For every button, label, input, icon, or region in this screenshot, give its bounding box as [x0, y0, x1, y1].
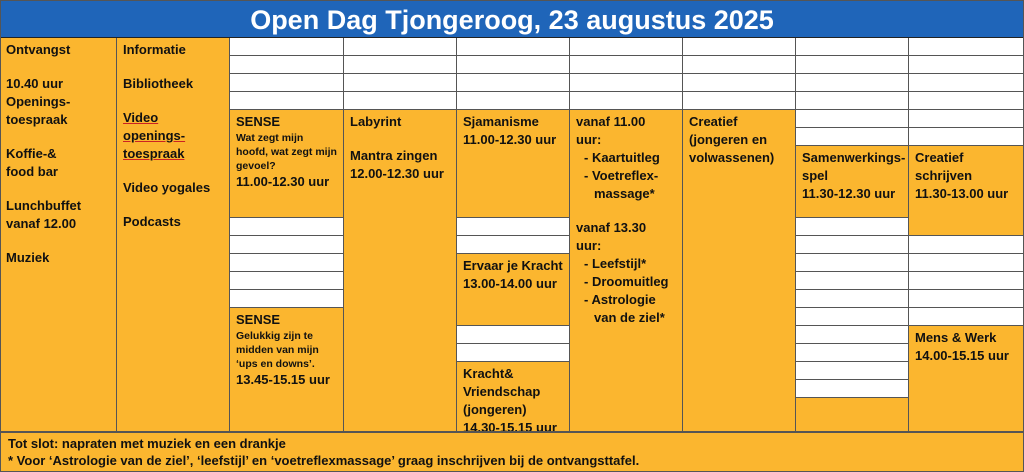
empty-slot [230, 290, 344, 308]
kracht-title-1: Kracht& [463, 366, 514, 381]
empty-slot [230, 254, 344, 272]
empty-slot [796, 308, 909, 326]
mantra-label: Mantra zingen [350, 148, 438, 163]
ervaar-title: Ervaar je Kracht [463, 258, 563, 273]
video-yogales-label: Video yogales [123, 180, 211, 195]
empty-slot [796, 290, 909, 308]
astrologie-item-2: van de ziel* [594, 310, 665, 325]
labyrint-session [344, 110, 457, 432]
empty-slot [344, 38, 457, 56]
samenwerking-title-1: Samenwerkings- [802, 150, 906, 165]
vanaf-1330-heading-1: vanaf 13.30 [576, 220, 647, 235]
sense-session-2 [230, 308, 344, 432]
samenwerking-title-2: spel [802, 168, 829, 183]
ontvangst-label: Ontvangst [6, 42, 71, 57]
empty-slot [796, 92, 909, 110]
empty-slot [457, 326, 570, 344]
empty-slot [909, 290, 1024, 308]
sense-2-desc-2: midden van mijn [236, 344, 319, 356]
empty-slot [683, 74, 796, 92]
kaartuitleg-item: - Kaartuitleg [584, 150, 660, 165]
empty-slot [457, 236, 570, 254]
samenwerkingsspel-session [796, 146, 909, 218]
empty-slot [796, 272, 909, 290]
kracht-vriendschap-session [457, 362, 570, 432]
sense-1-title: SENSE [236, 114, 281, 129]
empty-slot [909, 272, 1024, 290]
ontvangst-cell [0, 38, 117, 432]
empty-slot [570, 92, 683, 110]
sense-session-1 [230, 110, 344, 218]
empty-slot [457, 56, 570, 74]
empty-slot [796, 128, 909, 146]
informatie-label: Informatie [123, 42, 186, 57]
empty-slot [457, 218, 570, 236]
mantra-time: 12.00-12.30 uur [350, 166, 444, 181]
empty-slot [230, 92, 344, 110]
lunch-label-2: vanaf 12.00 [6, 216, 77, 231]
empty-slot [796, 38, 909, 56]
mens-time: 14.00-15.15 uur [915, 348, 1009, 363]
empty-slot [683, 38, 796, 56]
sense-1-desc-3: gevoel? [236, 160, 276, 172]
bibliotheek-label: Bibliotheek [123, 76, 194, 91]
footer-line-2: * Voor ‘Astrologie van de ziel’, ‘leefstijl’ en ‘voetreflexmassage’ graag inschrijven bij de ontvangsttafel. [8, 453, 640, 468]
opening-label-2: toespraak [6, 112, 68, 127]
schrijven-title-1: Creatief [915, 150, 964, 165]
lunch-label-1: Lunchbuffet [6, 198, 82, 213]
filler-slot [796, 398, 909, 432]
opening-label-1: Openings- [6, 94, 71, 109]
sense-2-desc-1: Gelukkig zijn te [236, 330, 314, 342]
kracht-title-2: Vriendschap [463, 384, 541, 399]
mens-title: Mens & Werk [915, 330, 997, 345]
page-title: Open Dag Tjongeroog, 23 augustus 2025 [0, 0, 1024, 38]
empty-slot [796, 56, 909, 74]
voetreflex-item-1: - Voetreflex- [584, 168, 659, 183]
empty-slot [796, 326, 909, 344]
astrologie-item-1: - Astrologie [584, 292, 656, 307]
empty-slot [570, 74, 683, 92]
sjamanisme-session [457, 110, 570, 218]
sense-2-title: SENSE [236, 312, 281, 327]
empty-slot [457, 92, 570, 110]
empty-slot [344, 92, 457, 110]
empty-slot [230, 56, 344, 74]
sense-1-desc-2: hoofd, wat zegt mijn [236, 146, 337, 158]
sense-2-desc-3: ‘ups en downs’. [236, 358, 315, 370]
creatief-sub-2: volwassenen) [689, 150, 775, 165]
labyrint-title: Labyrint [350, 114, 402, 129]
empty-slot [230, 218, 344, 236]
empty-slot [909, 308, 1024, 326]
empty-slot [909, 38, 1024, 56]
podcasts-label: Podcasts [123, 214, 181, 229]
empty-slot [909, 92, 1024, 110]
consult-sessions [570, 110, 683, 432]
voetreflex-item-2: massage* [594, 186, 655, 201]
empty-slot [230, 74, 344, 92]
droomuitleg-item: - Droomuitleg [584, 274, 669, 289]
empty-slot [796, 236, 909, 254]
ervaar-time: 13.00-14.00 uur [463, 276, 557, 291]
empty-slot [683, 92, 796, 110]
schrijven-title-2: schrijven [915, 168, 973, 183]
samenwerking-time: 11.30-12.30 uur [802, 186, 896, 201]
empty-slot [230, 272, 344, 290]
empty-slot [796, 218, 909, 236]
opening-time: 10.40 uur [6, 76, 64, 91]
empty-slot [796, 254, 909, 272]
empty-slot [796, 344, 909, 362]
empty-slot [457, 38, 570, 56]
creatief-title: Creatief [689, 114, 738, 129]
empty-slot [796, 362, 909, 380]
koffie-label-2: food bar [6, 164, 58, 179]
video-openingstoespraak-link-1[interactable]: Video openings- [123, 110, 186, 143]
empty-slot [909, 128, 1024, 146]
empty-slot [344, 56, 457, 74]
empty-slot [344, 74, 457, 92]
ervaar-je-kracht-session [457, 254, 570, 326]
creatief-session [683, 110, 796, 432]
creatief-schrijven-session [909, 146, 1024, 236]
empty-slot [909, 74, 1024, 92]
sense-2-time: 13.45-15.15 uur [236, 372, 330, 387]
creatief-sub-1: (jongeren en [689, 132, 768, 147]
sense-1-time: 11.00-12.30 uur [236, 174, 330, 189]
empty-slot [570, 56, 683, 74]
mens-werk-session [909, 326, 1024, 432]
vanaf-11-heading-2: uur: [576, 132, 602, 147]
empty-slot [909, 236, 1024, 254]
empty-slot [796, 110, 909, 128]
schrijven-time: 11.30-13.00 uur [915, 186, 1009, 201]
empty-slot [230, 38, 344, 56]
empty-slot [683, 56, 796, 74]
empty-slot [909, 110, 1024, 128]
empty-slot [796, 380, 909, 398]
vanaf-11-heading-1: vanaf 11.00 [576, 114, 646, 129]
kracht-time: 14.30-15.15 uur [463, 420, 557, 432]
video-openingstoespraak-link-2[interactable]: toespraak [123, 146, 185, 161]
empty-slot [909, 254, 1024, 272]
footer-line-1: Tot slot: napraten met muziek en een drankje [8, 436, 286, 451]
informatie-cell [117, 38, 230, 432]
empty-slot [796, 74, 909, 92]
sjamanisme-time: 11.00-12.30 uur [463, 132, 557, 147]
kracht-title-3: (jongeren) [463, 402, 527, 417]
footer-note [0, 432, 1024, 472]
empty-slot [230, 236, 344, 254]
muziek-label: Muziek [6, 250, 50, 265]
empty-slot [909, 56, 1024, 74]
koffie-label-1: Koffie-& [6, 146, 57, 161]
sense-1-desc-1: Wat zegt mijn [236, 132, 304, 144]
leefstijl-item: - Leefstijl* [584, 256, 647, 271]
vanaf-1330-heading-2: uur: [576, 238, 602, 253]
empty-slot [457, 344, 570, 362]
empty-slot [457, 74, 570, 92]
empty-slot [570, 38, 683, 56]
sjamanisme-title: Sjamanisme [463, 114, 539, 129]
